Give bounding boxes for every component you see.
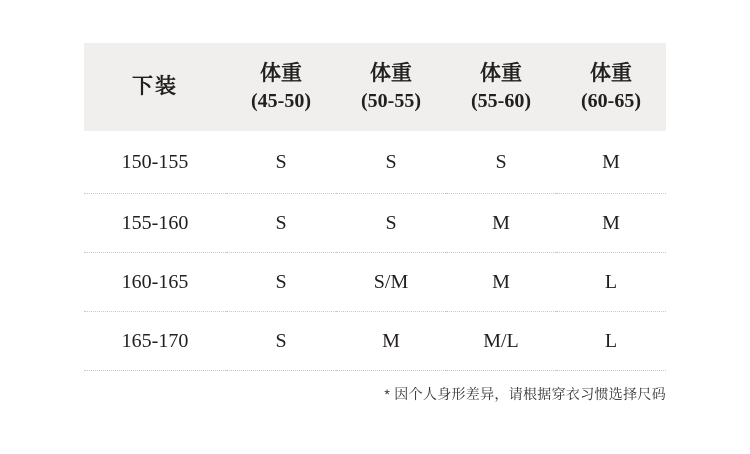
table-row (84, 312, 666, 371)
table-header-cell-bottoms (84, 43, 226, 131)
table-header-label: 体重 (370, 60, 412, 85)
row-size-value: S (226, 312, 336, 371)
row-size-value: M/L (446, 312, 556, 371)
table-row (84, 131, 666, 194)
row-height-label: 160-165 (84, 253, 226, 312)
table-header (84, 43, 666, 131)
table-header-range: (60-65) (581, 89, 641, 112)
table-header-range: (50-55) (361, 89, 421, 112)
table-header-cell-weight-60-65 (556, 43, 666, 131)
table-header-cell-weight-45-50 (226, 43, 336, 131)
table-row (84, 194, 666, 253)
table-row (84, 253, 666, 312)
row-size-value: L (556, 253, 666, 312)
table-header-cell-weight-55-60 (446, 43, 556, 131)
table-header-label: 体重 (260, 60, 302, 85)
table-header-label: 体重 (590, 60, 632, 85)
size-chart-note: * 因个人身形差异，请根据穿衣习惯选择尺码 (384, 386, 666, 402)
table-body (84, 131, 666, 371)
row-size-value: S (226, 194, 336, 253)
row-size-value: M (336, 312, 446, 371)
size-chart-table (84, 43, 666, 371)
table-header-range: (45-50) (251, 89, 311, 112)
table-header-range: (55-60) (471, 89, 531, 112)
row-height-label: 155-160 (84, 194, 226, 253)
table-header-label: 下装 (132, 74, 178, 99)
row-size-value: L (556, 312, 666, 371)
table-header-label: 体重 (480, 60, 522, 85)
row-size-value: S (226, 131, 336, 194)
row-height-label: 165-170 (84, 312, 226, 371)
row-height-label: 150-155 (84, 131, 226, 194)
table-header-row (84, 43, 666, 131)
size-chart-page (0, 43, 750, 454)
row-size-value: S/M (336, 253, 446, 312)
row-size-value: M (446, 194, 556, 253)
row-size-value: M (556, 194, 666, 253)
row-size-value: S (226, 253, 336, 312)
row-size-value: S (336, 131, 446, 194)
row-size-value: S (336, 194, 446, 253)
row-size-value: M (446, 253, 556, 312)
table-header-cell-weight-50-55 (336, 43, 446, 131)
row-size-value: S (446, 131, 556, 194)
row-size-value: M (556, 131, 666, 194)
